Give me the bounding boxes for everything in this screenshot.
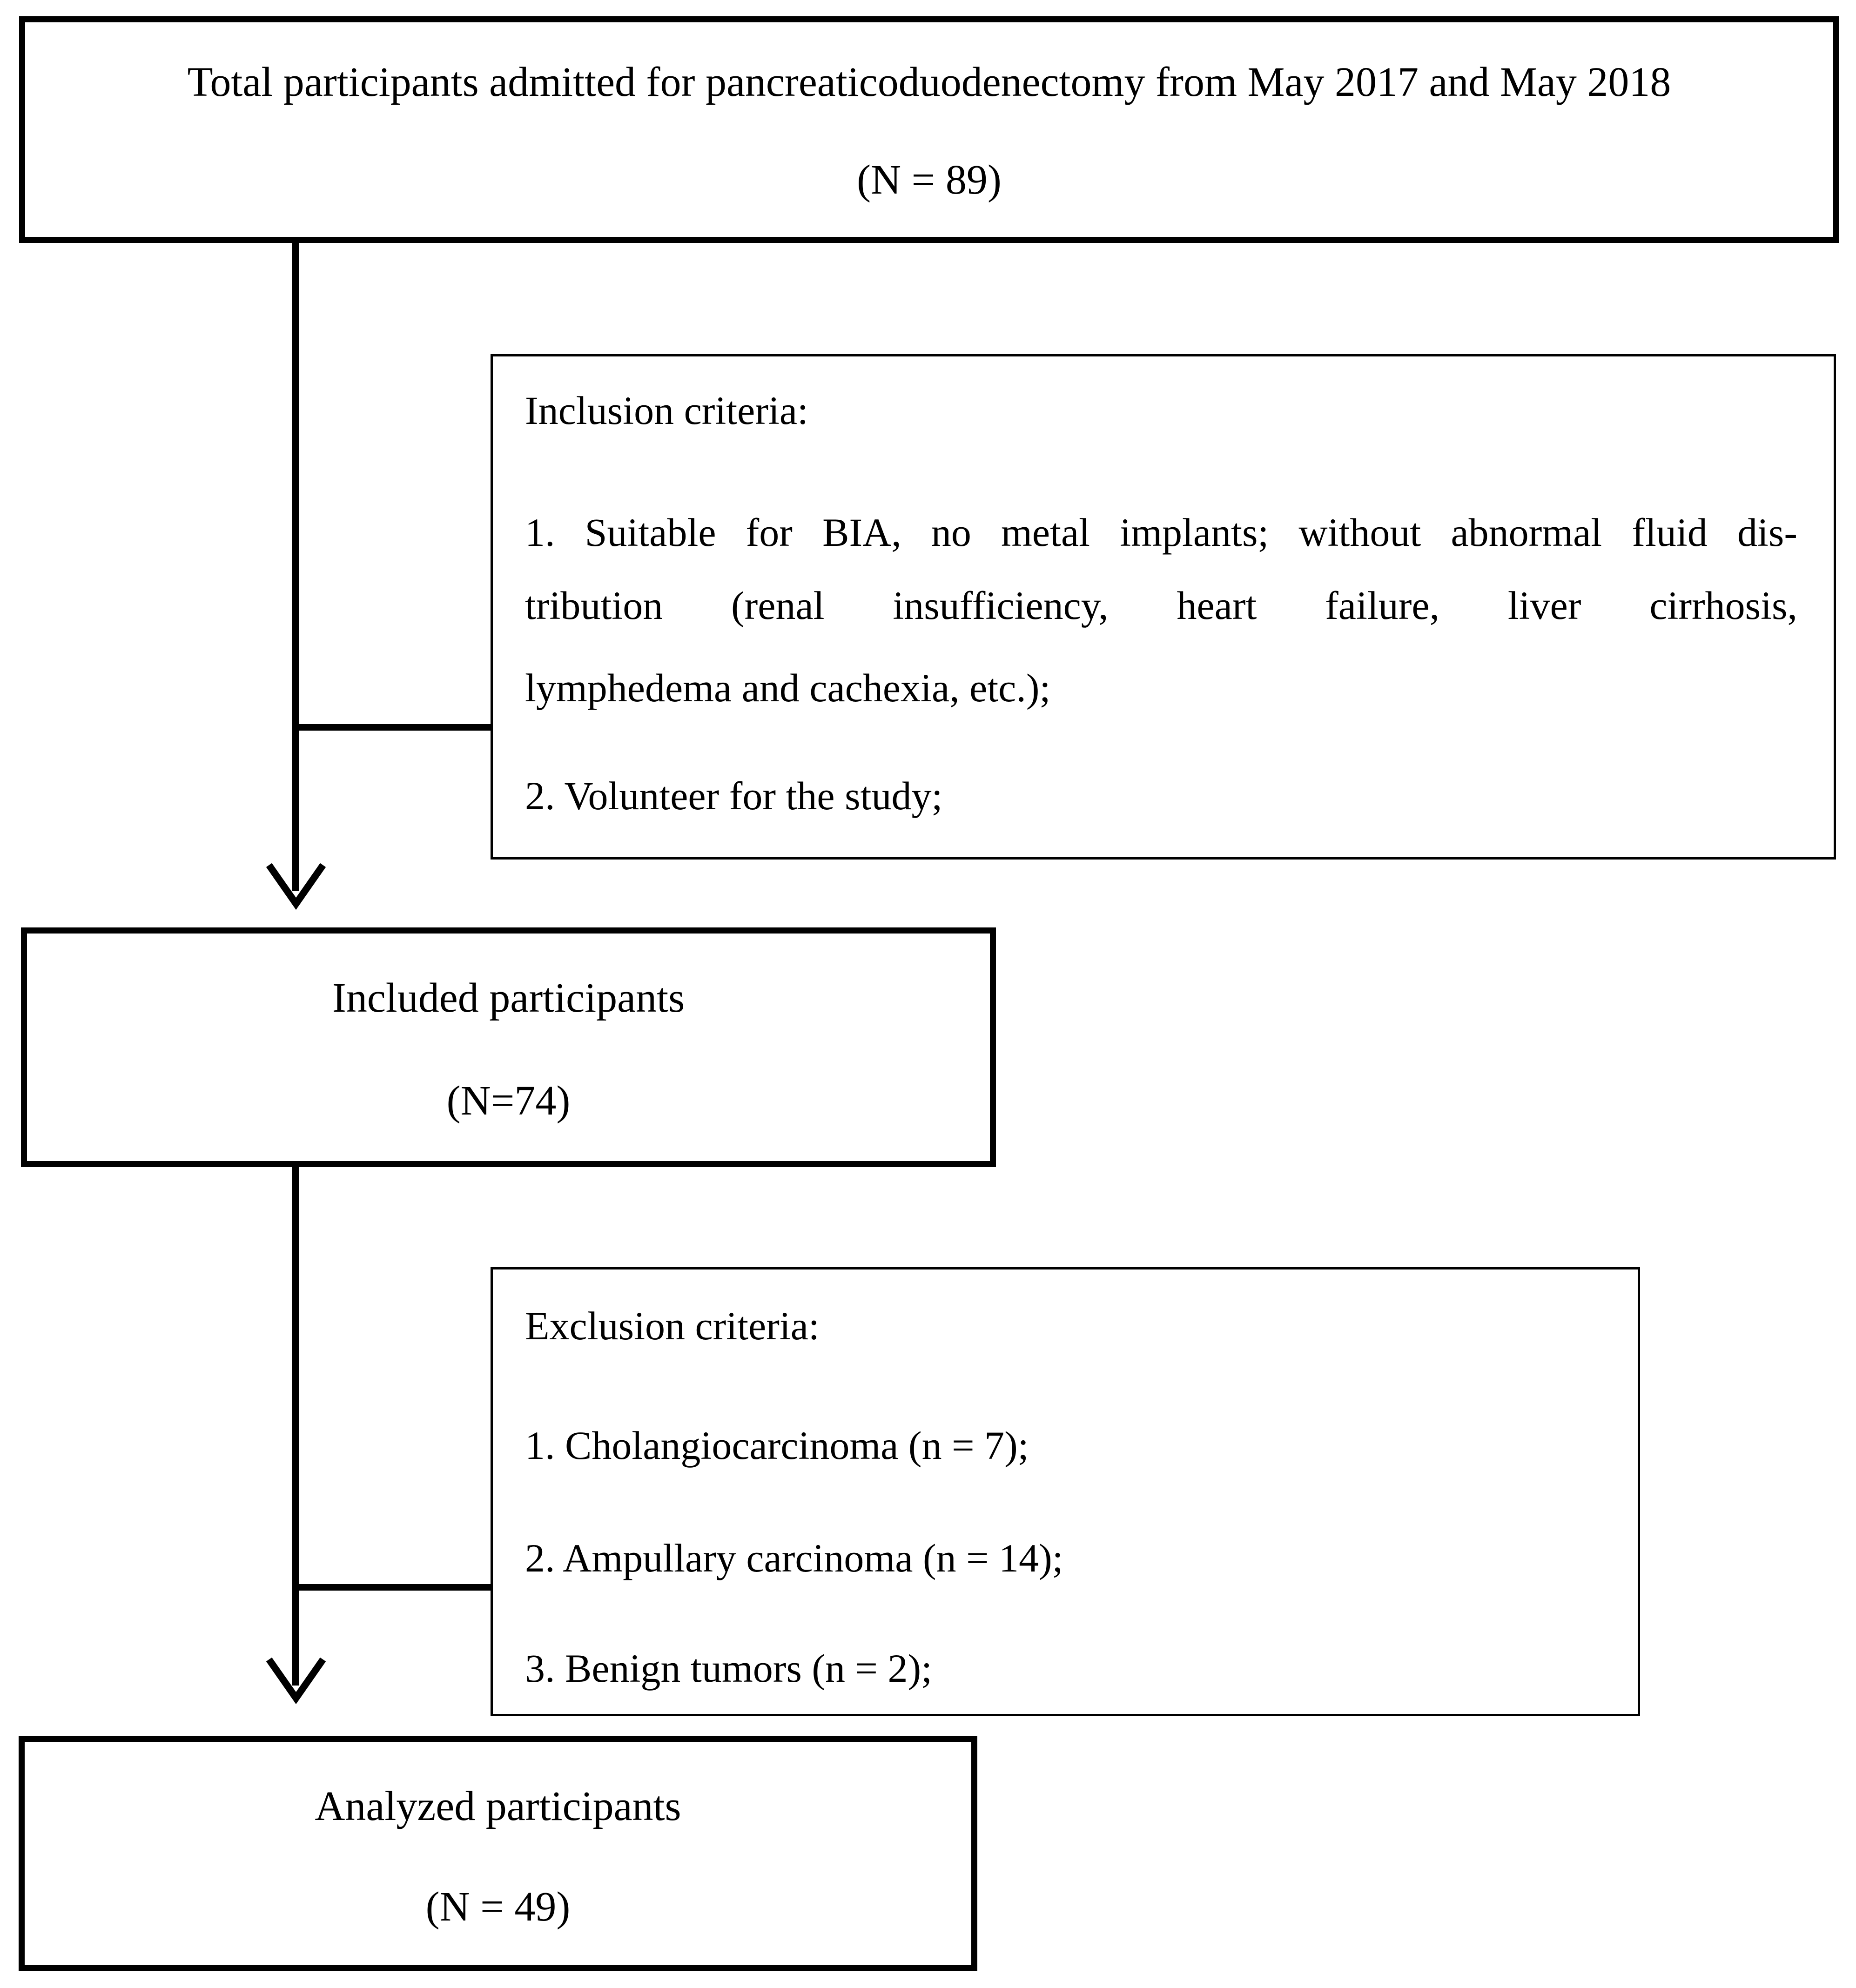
branch-line-to-inclusion-box	[296, 724, 491, 731]
down-arrow-icon	[265, 862, 327, 907]
analyzed-participants-text: Analyzed participants	[315, 1783, 681, 1829]
box-included-participants	[21, 927, 996, 1167]
inclusion-criteria-item-1-line-2: tribution (renal insufficiency, heart failure, liver cirrhosis,	[525, 583, 1797, 628]
included-participants-count: (N=74)	[446, 1078, 571, 1124]
exclusion-criteria-title: Exclusion criteria:	[525, 1303, 820, 1348]
box-analyzed-participants	[19, 1736, 977, 1971]
inclusion-criteria-item-1-line-3: lymphedema and cachexia, etc.);	[525, 665, 1051, 710]
box-total-participants	[19, 16, 1839, 243]
exclusion-criteria-item-1: 1. Cholangiocarcinoma (n = 7);	[525, 1423, 1029, 1468]
connector-line-total-to-included	[292, 243, 299, 891]
inclusion-criteria-item-1-line-1: 1. Suitable for BIA, no metal implants; without abnormal fluid dis-	[525, 510, 1797, 555]
total-participants-text: Total participants admitted for pancreaticoduodenectomy from May 2017 and May 2018	[187, 59, 1671, 105]
inclusion-criteria-item-2: 2. Volunteer for the study;	[525, 773, 943, 818]
connector-line-included-to-analyzed	[292, 1167, 299, 1686]
included-participants-text: Included participants	[332, 975, 685, 1021]
analyzed-participants-count: (N = 49)	[425, 1884, 571, 1930]
exclusion-criteria-item-2: 2. Ampullary carcinoma (n = 14);	[525, 1536, 1063, 1580]
box-exclusion-criteria	[491, 1267, 1640, 1716]
box-inclusion-criteria	[491, 354, 1836, 860]
down-arrow-icon	[265, 1657, 327, 1701]
total-participants-count: (N = 89)	[857, 157, 1002, 203]
exclusion-criteria-item-3: 3. Benign tumors (n = 2);	[525, 1646, 932, 1691]
inclusion-criteria-title: Inclusion criteria:	[525, 388, 808, 433]
branch-line-to-exclusion-box	[296, 1584, 491, 1591]
